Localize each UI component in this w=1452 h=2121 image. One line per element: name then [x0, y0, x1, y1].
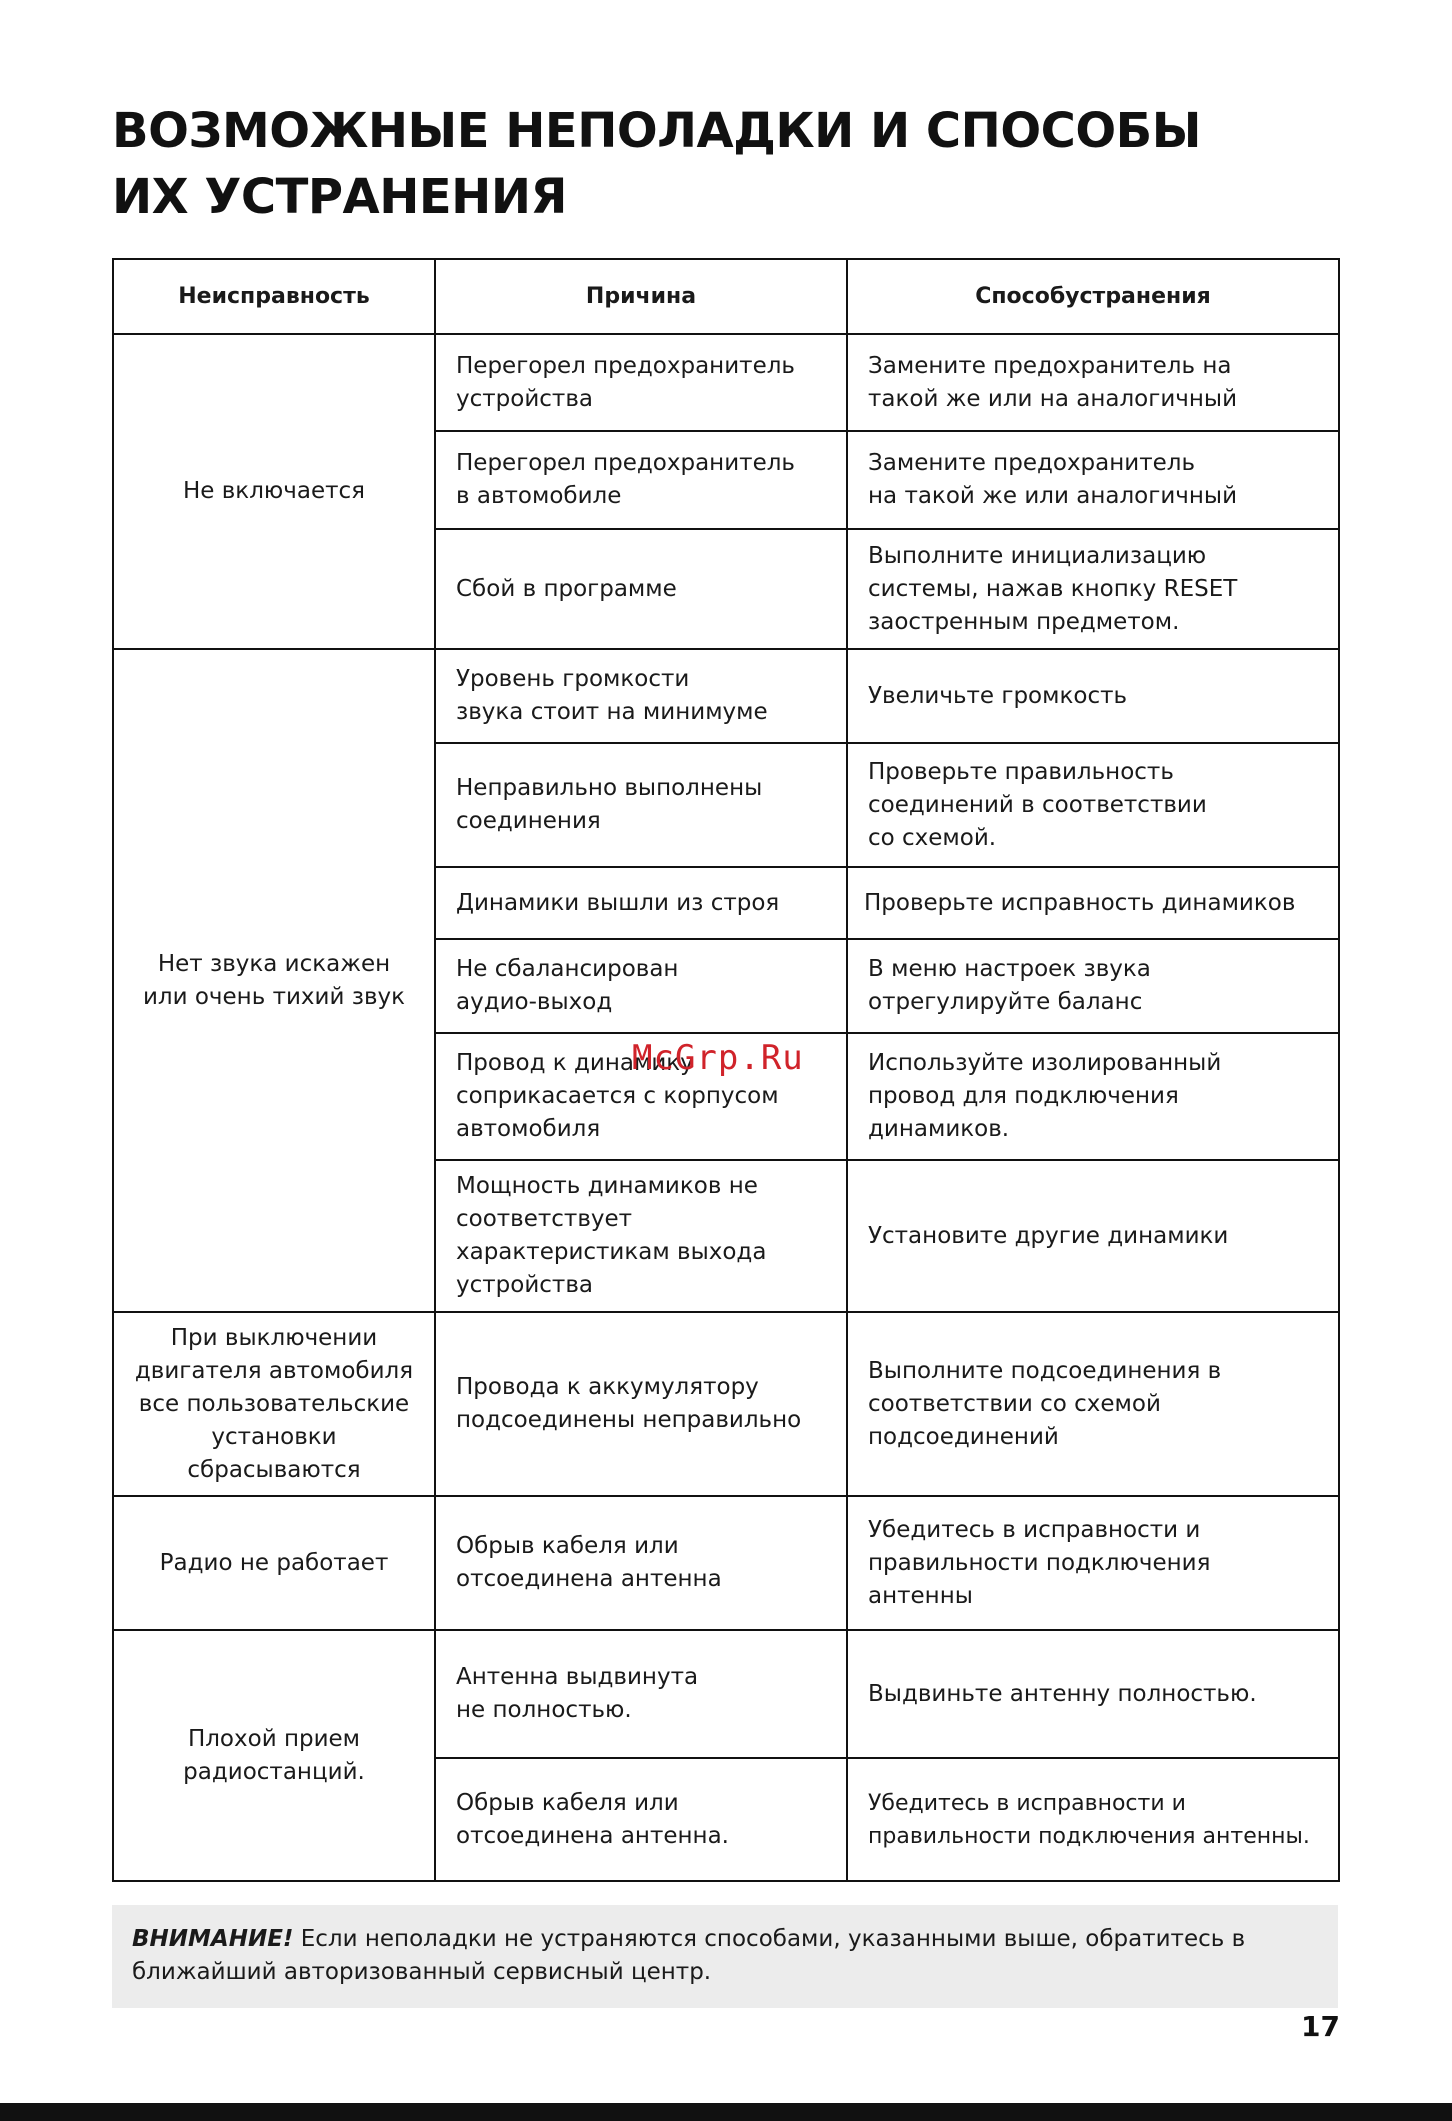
warning-note [112, 1905, 1338, 2008]
table-header-row [113, 259, 1339, 334]
page-number: 17 [1301, 2010, 1340, 2043]
cause-cell: Сбой в программе [435, 529, 847, 649]
fault-cell: Радио не работает [113, 1496, 435, 1630]
fix-cell: Замените предохранитель на такой же или аналогичный [847, 431, 1339, 529]
warning-label: ВНИМАНИЕ! [132, 1926, 294, 1952]
fault-cell: При выключении двигателя автомобиля все пользовательские установки сбрасываются [113, 1312, 435, 1496]
bottom-divider [0, 2103, 1452, 2121]
cause-cell: Не сбалансирован аудио-выход [435, 939, 847, 1033]
cause-cell: Мощность динамиков не соответствует характеристикам выхода устройства [435, 1160, 847, 1312]
table-row [113, 1496, 1339, 1630]
header-cause: Причина [435, 259, 847, 334]
fix-cell: Установите другие динамики [847, 1160, 1339, 1312]
page-title-line-1: ВОЗМОЖНЫЕ НЕПОЛАДКИ И СПОСОБЫ [112, 103, 1201, 159]
cause-cell: Обрыв кабеля или отсоединена антенна. [435, 1758, 847, 1881]
fix-cell: Проверьте исправность динамиков [847, 867, 1339, 939]
table-row [113, 649, 1339, 743]
table-row [113, 1630, 1339, 1758]
warning-text: Если неполадки не устраняются способами, указанными выше, обратитесь в ближайший авторизованный сервисный центр. [132, 1926, 1246, 1985]
fix-cell: Увеличьте громкость [847, 649, 1339, 743]
cause-cell: Перегорел предохранитель в автомобиле [435, 431, 847, 529]
page-title [112, 98, 1352, 230]
fix-cell: Проверьте правильность соединений в соответствии со схемой. [847, 743, 1339, 867]
cause-cell: Провода к аккумулятору подсоединены неправильно [435, 1312, 847, 1496]
table-row [113, 1312, 1339, 1496]
fault-cell: Не включается [113, 334, 435, 649]
fix-cell: Убедитесь в исправности и правильности подключения антенны. [847, 1758, 1339, 1881]
fix-cell: Убедитесь в исправности и правильности подключения антенны [847, 1496, 1339, 1630]
cause-cell: Уровень громкости звука стоит на минимуме [435, 649, 847, 743]
table-row [113, 334, 1339, 431]
cause-cell: Провод к динамику соприкасается с корпусом автомобиля [435, 1033, 847, 1160]
fault-cell: Нет звука искажен или очень тихий звук [113, 649, 435, 1312]
fix-cell: В меню настроек звука отрегулируйте баланс [847, 939, 1339, 1033]
cause-cell: Динамики вышли из строя [435, 867, 847, 939]
fault-cell: Плохой прием радиостанций. [113, 1630, 435, 1881]
fix-cell: Замените предохранитель на такой же или на аналогичный [847, 334, 1339, 431]
watermark: McGrp.Ru [632, 1038, 804, 1078]
cause-cell: Обрыв кабеля или отсоединена антенна [435, 1496, 847, 1630]
page-title-line-2: ИХ УСТРАНЕНИЯ [112, 169, 567, 225]
fix-cell: Используйте изолированный провод для подключения динамиков. [847, 1033, 1339, 1160]
header-fault: Неисправность [113, 259, 435, 334]
header-fix: Способустранения [847, 259, 1339, 334]
cause-cell: Перегорел предохранитель устройства [435, 334, 847, 431]
fix-cell: Выдвиньте антенну полностью. [847, 1630, 1339, 1758]
fix-cell: Выполните инициализацию системы, нажав кнопку RESET заостренным предметом. [847, 529, 1339, 649]
cause-cell: Неправильно выполнены соединения [435, 743, 847, 867]
cause-cell: Антенна выдвинута не полностью. [435, 1630, 847, 1758]
fix-cell: Выполните подсоединения в соответствии со схемой подсоединений [847, 1312, 1339, 1496]
